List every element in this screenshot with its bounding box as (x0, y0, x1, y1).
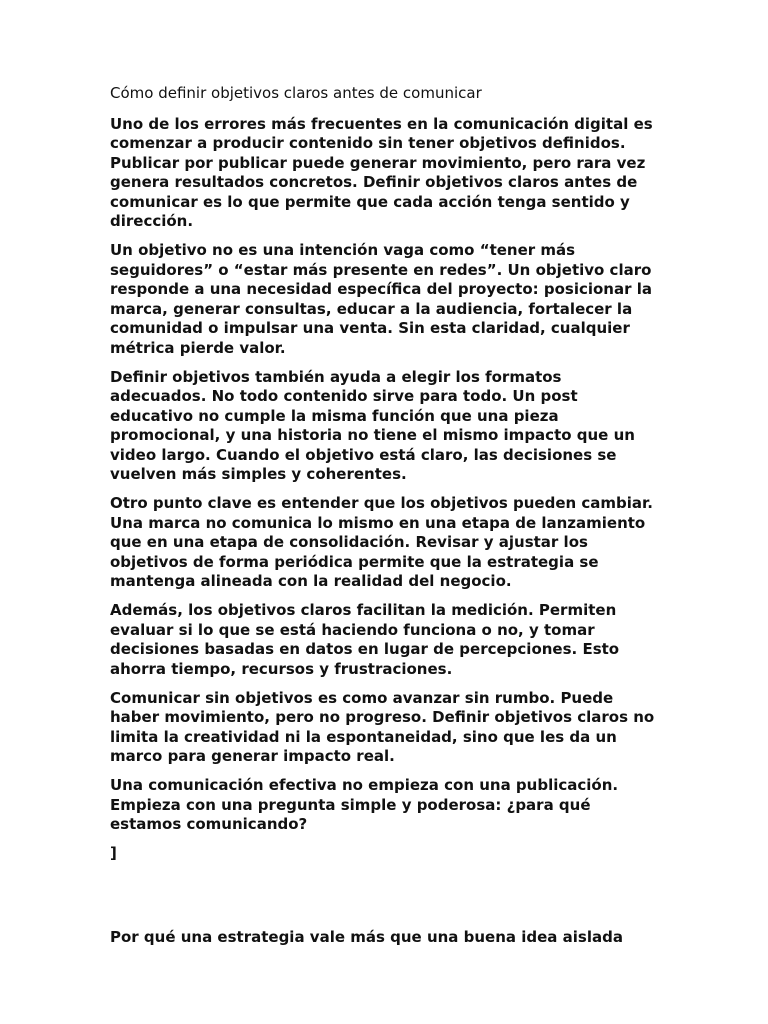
paragraph-5: Además, los objetivos claros facilitan la medición. Permiten evaluar si lo que se está haciendo funciona o no, y tomar decisiones basadas en datos en lugar de percepciones. Esto ahorra tiempo, recursos y frustraciones. (110, 601, 620, 678)
paragraph-2: Un objetivo no es una intención vaga como “tener más seguidores” o “estar más presente en redes”. Un objetivo claro responde a una necesidad específica del proyecto: posicionar la marca, generar consultas, educar a la audiencia, fortalecer la comunidad o impulsar una venta. Sin esta claridad, cualquier métrica pierde valor. (110, 241, 652, 357)
paragraph-7: Una comunicación efectiva no empieza con una publicación. Empieza con una pregunta simple y poderosa: ¿para qué estamos comunicando? (110, 776, 619, 833)
paragraph-6: Comunicar sin objetivos es como avanzar sin rumbo. Puede haber movimiento, pero no progreso. Definir objetivos claros no limita la creatividad ni la espontaneidad, sino que les da un marco para generar impacto real. (110, 688, 655, 765)
closing-bracket: ] (110, 844, 117, 862)
paragraph-1: Uno de los errores más frecuentes en la comunicación digital es comenzar a producir contenido sin tener objetivos definidos. Publicar por publicar puede generar movimiento, pero rara vez genera resultados concretos. Definir objetivos claros antes de comunicar es lo que permite que cada acción tenga sentido y dirección. (110, 114, 653, 230)
document-body (110, 84, 658, 947)
article-title: Cómo definir objetivos claros antes de comunicar (110, 84, 482, 102)
paragraph-3: Definir objetivos también ayuda a elegir los formatos adecuados. No todo contenido sirve para todo. Un post educativo no cumple la misma función que una pieza promocional, y una historia no tiene el mismo impacto que un video largo. Cuando el objetivo está claro, las decisiones se vuelven más simples y coherentes. (110, 367, 635, 483)
section-spacer (110, 864, 658, 928)
paragraph-4: Otro punto clave es entender que los objetivos pueden cambiar. Una marca no comunica lo mismo en una etapa de lanzamiento que en una etapa de consolidación. Revisar y ajustar los objetivos de forma periódica permite que la estrategia se mantenga alineada con la realidad del negocio. (110, 494, 654, 590)
next-article-title: Por qué una estrategia vale más que una buena idea aislada (110, 927, 623, 946)
